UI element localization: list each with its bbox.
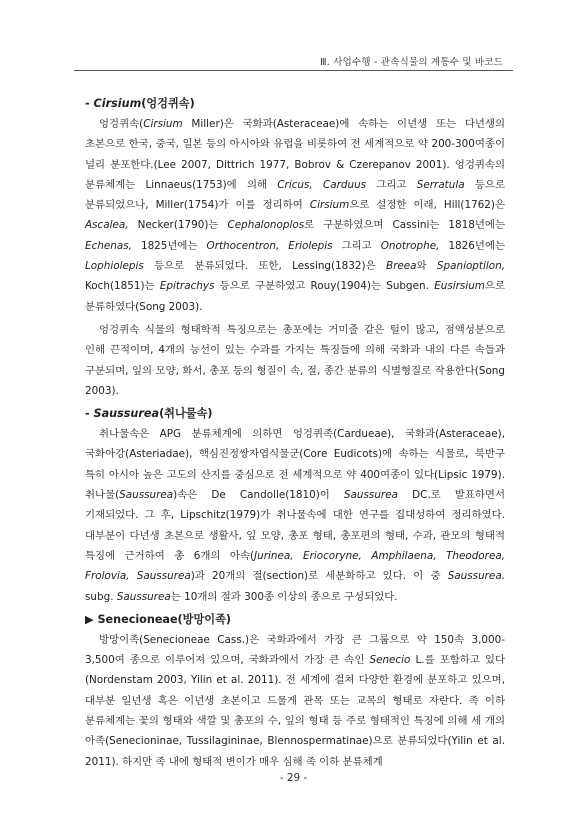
- text-run: subg.: [85, 590, 117, 603]
- text-run: Koch(1851)는: [85, 280, 160, 293]
- italic-run: Echenas,: [85, 239, 132, 252]
- text-run: 1825년에는: [131, 239, 207, 252]
- text-run: 등으로 분류되었으나, Miller(1754)가 이를 정리하여: [85, 178, 506, 212]
- text-run: 그리고: [332, 239, 381, 252]
- italic-run: Epitrachys: [159, 280, 215, 293]
- text-run: 으로 설정한 이래, Hill(1762)은: [349, 199, 505, 212]
- italic-run: Spanioptilon,: [436, 260, 505, 273]
- italic-run: Serratula: [416, 178, 465, 191]
- section-heading-marker: ▶: [85, 612, 98, 626]
- section-heading-genus: Cirsium: [93, 97, 142, 110]
- text-run: 1826년에는: [439, 239, 505, 252]
- italic-run: Breea: [385, 260, 417, 273]
- body-paragraph: [85, 320, 505, 401]
- italic-run: Eusirsium: [434, 280, 485, 293]
- text-run: Necker(1790)는: [128, 219, 228, 232]
- text-run: 그리고: [366, 178, 417, 191]
- section-heading: [85, 610, 505, 630]
- header-rule: [74, 70, 513, 71]
- section-heading: [85, 404, 505, 424]
- section-heading-marker: -: [85, 407, 94, 421]
- italic-run: Jurinea, Eriocoryne, Amphilaena, Theodorea, Frolovia, Saussurea: [85, 549, 506, 583]
- italic-run: Saussurea: [116, 590, 171, 603]
- text-run: 으로 분류하였다(Song 2003).: [85, 280, 505, 313]
- text-run: 등으로 분류되었다. 또한, Lessing(1832)은: [143, 260, 386, 273]
- running-header: [0, 52, 587, 70]
- italic-run: Onotrophe,: [380, 239, 440, 252]
- section-heading-label: Senecioneae(방망이족): [97, 612, 231, 626]
- text-run: 와: [416, 260, 437, 273]
- text-run: )속은 De Candolle(1810)이: [173, 489, 344, 502]
- italic-run: Saussurea: [343, 489, 398, 502]
- section-heading-genus: Saussurea: [93, 407, 160, 421]
- italic-run: Cephalonoplos: [227, 219, 305, 232]
- italic-run: Ascalea,: [85, 219, 129, 232]
- text-run: 취나물속은 APG 분류체계에 의하면 엉겅퀴족(Cardueae), 국화과(Asteraceae), 국화아강(Asteriadae), 핵심진정쌍자엽식물군(Core Eudicots)에 속하는 식물로, 북반구 특히 아시아 높은 고도의 산지를 중심으로 전 세계적으로 약 400여종이 있다(Lipsic 1979). 취나물(: [85, 428, 505, 502]
- text-run: L.를 포함하고 있다(Nordenstam 2003, Yilin et al. 2011). 전 세계에 걸쳐 다양한 환경에 분포하고 있으며, 대부분 일년생 혹은 이년생 초본이고 드물게 관목 또는 교목의 형태로 자란다. 족 이하 분류체계는 꽃의 형태와 색깔 및 총포의 수, 잎의 형태 등 주로 형태적인 특징에 의해 세 개의 아족(Senecioninae, Tussilagininae, Blennospermatinae)으로 분류되었다(Yilin et al. 2011). 하지만 족 내에 형태적 변이가 매우 심해 족 이하 분류체계: [85, 654, 505, 768]
- italic-run: Cirsium: [309, 199, 350, 212]
- text-run: 는 10개의 절과 300종 이상의 종으로 구성되었다.: [170, 590, 398, 603]
- body-paragraph: [85, 114, 505, 317]
- body-paragraph: [85, 630, 505, 772]
- text-run: 엉겅퀴속(: [99, 118, 144, 130]
- italic-run: Cirsium: [143, 118, 183, 130]
- text-run: 엉겅퀴속 식물의 형태학적 특징으로는 총포에는 거미줄 같은 털이 많고, 점액성분으로 인해 끈적이며, 4개의 능선이 있는 수과를 가지는 특징들에 의해 국화과 내의 다른 속들과 구분되며, 잎의 모양, 화서, 총포 등의 형질이 속, 절, 종간 분류의 식별형질로 작용한다(Song 2003).: [85, 323, 505, 397]
- section-heading-label: (엉겅퀴속): [141, 97, 195, 110]
- document-body: [85, 94, 505, 775]
- section-heading-label: (취나물속): [159, 407, 213, 421]
- body-paragraph: [85, 424, 505, 607]
- italic-run: Saussurea: [119, 489, 174, 502]
- page-number: - 29 -: [279, 772, 308, 784]
- italic-run: Cricus, Carduus: [277, 178, 367, 191]
- text-run: 방망이족(Senecioneae Cass.)은 국화과에서 가장 큰 그룹으로 약 150속 3,000-3,500여 종으로 이루어져 있으며, 국화과에서 가장 큰 속인: [85, 633, 505, 667]
- italic-run: Senecio: [369, 654, 411, 667]
- text-run: 등으로 구분하였고 Rouy(1904)는 Subgen.: [214, 280, 435, 293]
- italic-run: Orthocentron, Eriolepis: [206, 239, 333, 252]
- section-heading: [85, 94, 505, 114]
- italic-run: Lophiolepis: [85, 260, 144, 273]
- text-run: )과 20개의 절(section)로 세분화하고 있다. 이 중: [190, 570, 448, 583]
- text-run: DC.로 발표하면서 기재되었다. 그 후, Lipschitz(1979)가 취나물속에 대한 연구를 집대성하여 정리하였다. 대부분이 다년생 초본으로 생활사, 잎 모양, 총포 형태, 총포편의 형태, 수과, 관모의 형태적 특징에 근거하여 총 6개의 아속(: [85, 489, 505, 562]
- text-run: Miller)은 국화과(Asteraceae)에 속하는 이년생 또는 다년생의 초본으로 한국, 중국, 일본 등의 아시아와 유럽을 비롯하여 전 세계적으로 약 200-300여종이 널리 분포한다.(Lee 2007, Dittrich 1977, Bobrov & Czerepanov 2001). 엉겅퀴속의 분류체계는 Linnaeus(1753)에 의해: [85, 118, 505, 191]
- section-heading-marker: -: [85, 97, 94, 110]
- italic-run: Saussurea.: [447, 570, 505, 583]
- text-run: 로 구분하였으며 Cassini는 1818년에는: [304, 219, 505, 232]
- running-header-text: Ⅲ. 사업수행 - 관속식물의 계통수 및 바코드: [320, 57, 503, 68]
